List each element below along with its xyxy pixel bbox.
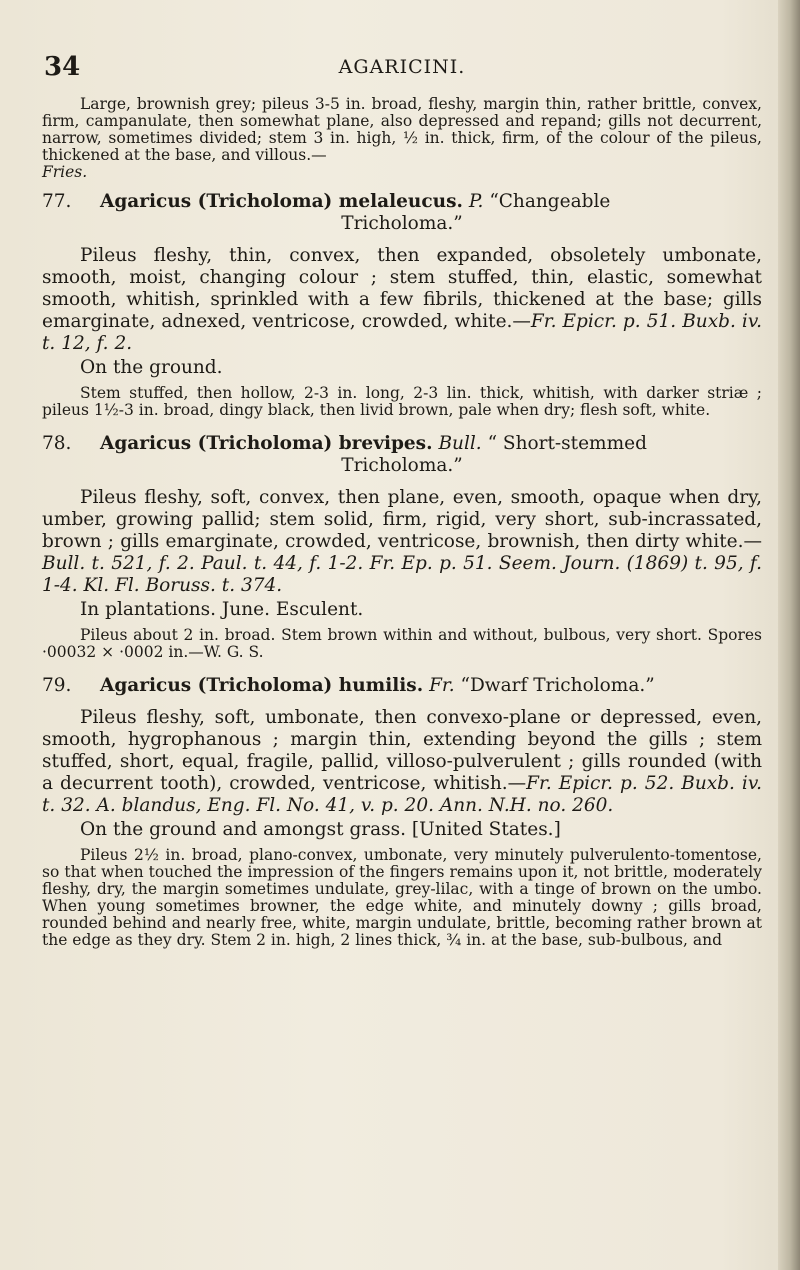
entry-77-heading (42, 191, 762, 235)
entry-78-note: Pileus about 2 in. broad. Stem brown within and without, bulbous, very short. Spores ·00032 × ·0002 in.—W. G. S. (42, 626, 762, 661)
entry-79-description-text: Pileus fleshy, soft, umbonate, then convexo-plane or depressed, even, smooth, hygrophanous ; margin thin, extending beyond the gills ; stem stuffed, short, equal, fragile, pallid, villoso-pulverulent ; gills rounded (with a decurrent tooth), crowded, ventricose, whitish.— (42, 707, 762, 794)
entry-79-habitat: On the ground and amongst grass. [United States.] (80, 819, 561, 840)
entry-77-number: 77. (42, 191, 72, 212)
entry-78-habitat: In plantations. June. Esculent. (80, 599, 364, 620)
entry-77-authority: P. (468, 191, 484, 212)
entry-78-references: Bull. t. 521, f. 2. Paul. t. 44, f. 1-2. Fr. Ep. p. 51. Seem. Journ. (1869) t. 95, f. 1-4. Kl. Fl. Boruss. t. 374. (42, 553, 762, 596)
entry-79-heading (42, 675, 762, 697)
page-number: 34 (44, 52, 81, 82)
entry-79-references: Fr. Epicr. p. 52. Buxb. iv. t. 32. A. blandus, Eng. Fl. No. 41, v. p. 20. Ann. N.H. no. 260. (42, 773, 762, 816)
preceding-note: Large, brownish grey; pileus 3-5 in. broad, fleshy, margin thin, rather brittle, convex, firm, campanulate, then somewhat plane, also depressed and repand; gills not decurrent, narrow, sometimes divided; stem 3 in. high, ½ in. thick, firm, of the colour of the pileus, thickened at the base, and villous.— (42, 95, 762, 164)
entry-79-description (42, 707, 762, 817)
running-head (42, 52, 762, 92)
entry-78-authority: Bull. (438, 433, 482, 454)
entry-78-heading (42, 433, 762, 477)
entry-78-name: Agaricus (Tricholoma) brevipes. (100, 433, 433, 454)
entry-77-description (42, 245, 762, 355)
entry-79-number: 79. (42, 675, 72, 696)
entry-77-common-name-cont: Tricholoma.” (341, 213, 463, 234)
entry-77-references: Fr. Epicr. p. 51. Buxb. iv. t. 12, f. 2. (42, 311, 762, 354)
page-edge-shadow (778, 0, 800, 1270)
entry-79-note: Pileus 2½ in. broad, plano-convex, umbonate, very minutely pulverulento-tomentose, so that when touched the impression of the fingers remains upon it, not brittle, moderately fleshy, dry, the margin sometimes undulate, grey-lilac, with a tinge of brown on the umbo. When young sometimes browner, the edge white, and minutely downy ; gills broad, rounded behind and nearly free, white, margin undulate, brittle, becoming rather brown at the edge as they dry. Stem 2 in. high, 2 lines thick, ¾ in. at the base, sub-bulbous, and (42, 846, 762, 949)
preceding-description (42, 96, 762, 164)
entry-79-common-name: “Dwarf Tricholoma.” (460, 675, 655, 696)
page-content (42, 0, 762, 949)
entry-77-note: Stem stuffed, then hollow, 2-3 in. long, 2-3 lin. thick, whitish, with darker striæ ; pileus 1½-3 in. broad, dingy black, then livid brown, pale when dry; flesh soft, white. (42, 384, 762, 419)
entry-77-common-name: “Changeable (489, 191, 611, 212)
entry-79-name: Agaricus (Tricholoma) humilis. (100, 675, 424, 696)
entry-78-common-name: “ Short-stemmed (487, 433, 647, 454)
entry-79-authority: Fr. (429, 675, 455, 696)
entry-78-common-name-cont: Tricholoma.” (341, 455, 463, 476)
entry-78-number: 78. (42, 433, 72, 454)
entry-77-description-text: Pileus fleshy, thin, convex, then expanded, obsoletely umbonate, smooth, moist, changing colour ; stem stuffed, thin, elastic, somewhat smooth, whitish, sprinkled with a few fibrils, thickened at the base; gills emarginate, adnexed, ventricose, crowded, white.— (42, 245, 762, 332)
entry-77-name: Agaricus (Tricholoma) melaleucus. (100, 191, 463, 212)
entry-77-habitat: On the ground. (80, 357, 223, 378)
running-title: AGARICINI. (338, 56, 466, 78)
entry-78-description-text: Pileus fleshy, soft, convex, then plane, even, smooth, opaque when dry, umber, growing pallid; stem solid, firm, rigid, very short, sub-incrassated, brown ; gills emarginate, crowded, ventricose, brownish, then dirty white.— (42, 487, 762, 552)
entry-78-description (42, 487, 762, 597)
preceding-attribution: Fries. (42, 163, 88, 181)
